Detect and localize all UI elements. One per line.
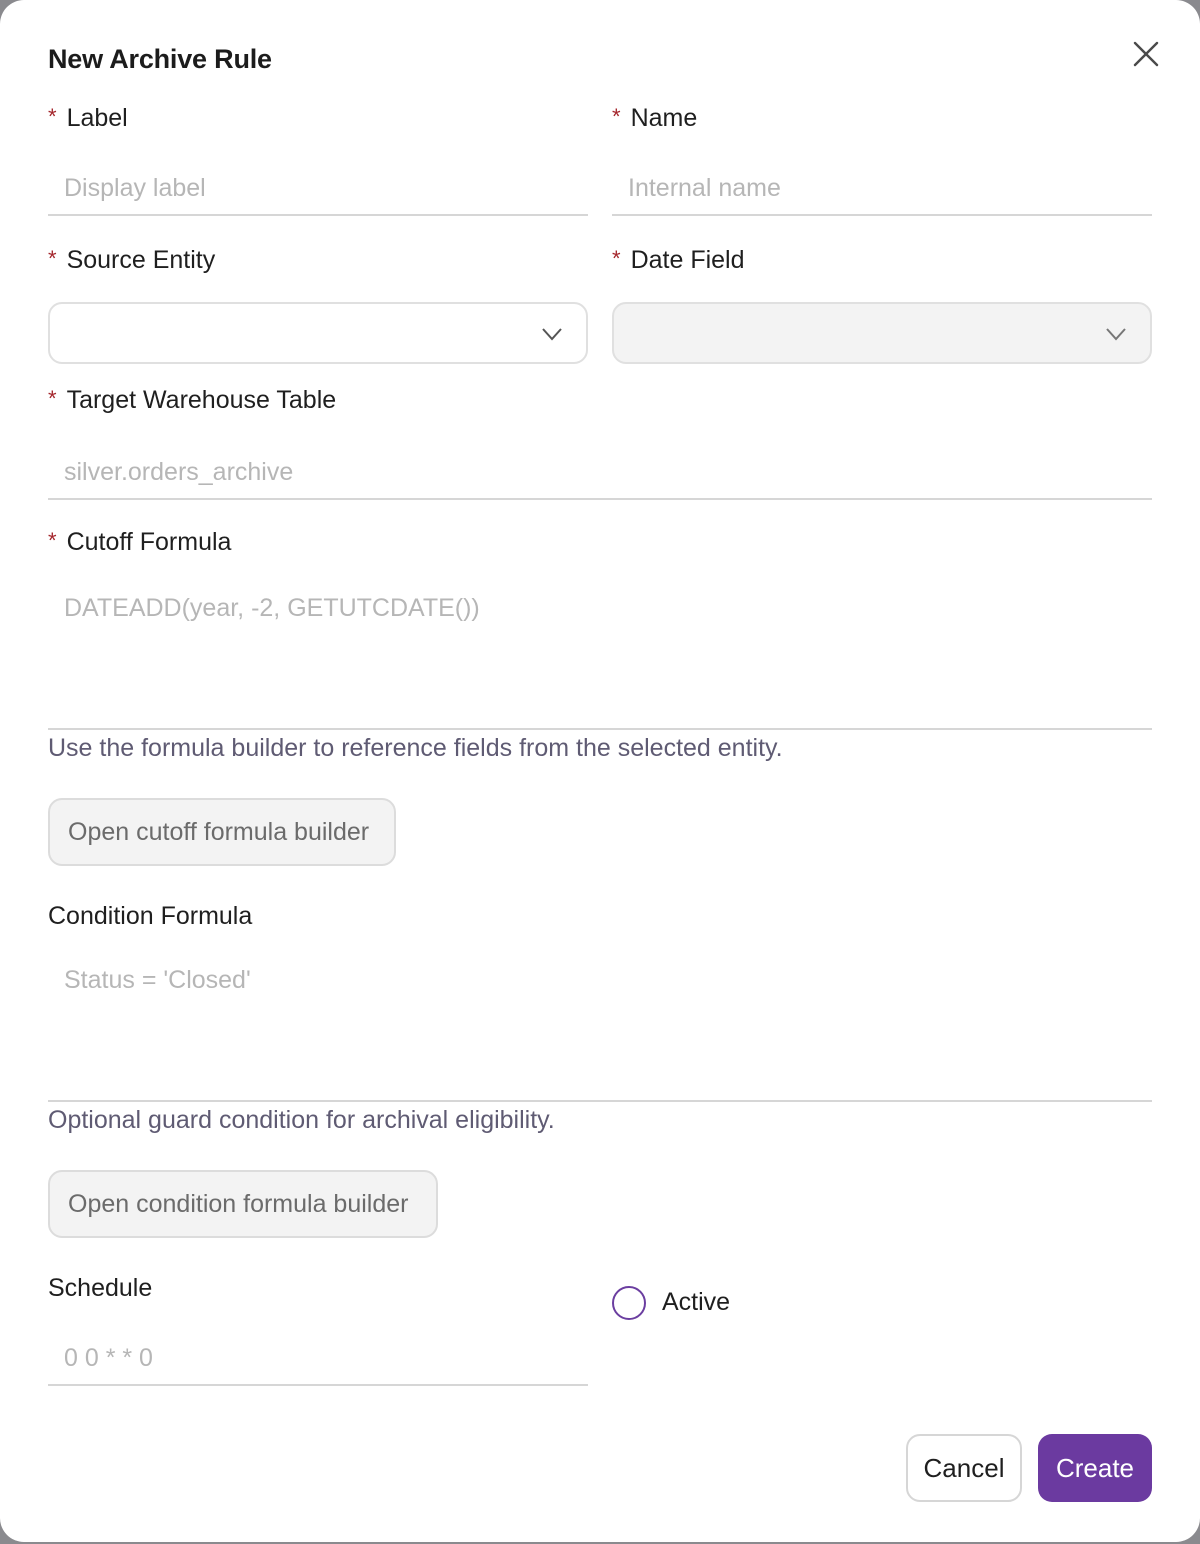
source-entity-select[interactable] xyxy=(48,302,588,364)
date-field-field-label: * Date Field xyxy=(612,246,745,274)
open-cutoff-formula-builder-button[interactable]: Open cutoff formula builder xyxy=(48,798,396,866)
required-marker: * xyxy=(48,528,57,553)
schedule-field-label: Schedule xyxy=(48,1274,153,1302)
name-input[interactable] xyxy=(612,162,1152,216)
active-checkbox[interactable] xyxy=(612,1286,646,1320)
required-marker: * xyxy=(48,104,57,129)
label-field-label: * Label xyxy=(48,104,128,132)
cutoff-formula-textarea[interactable] xyxy=(48,582,1152,730)
required-marker: * xyxy=(48,246,57,271)
cancel-button[interactable]: Cancel xyxy=(906,1434,1022,1502)
source-entity-field-label: * Source Entity xyxy=(48,246,216,274)
condition-formula-textarea[interactable] xyxy=(48,954,1152,1102)
condition-formula-hint: Optional guard condition for archival eligibility. xyxy=(48,1106,555,1134)
condition-formula-field-label: Condition Formula xyxy=(48,902,253,930)
target-table-field-label: * Target Warehouse Table xyxy=(48,386,337,414)
schedule-input[interactable] xyxy=(48,1332,588,1386)
chevron-down-icon xyxy=(1104,322,1128,346)
label-input[interactable] xyxy=(48,162,588,216)
date-field-select[interactable] xyxy=(612,302,1152,364)
required-marker: * xyxy=(48,386,57,411)
cutoff-formula-field-label: * Cutoff Formula xyxy=(48,528,232,556)
required-marker: * xyxy=(612,246,621,271)
dialog-title: New Archive Rule xyxy=(48,44,272,74)
target-table-input[interactable] xyxy=(48,446,1152,500)
active-label: Active xyxy=(662,1288,731,1316)
chevron-down-icon xyxy=(540,322,564,346)
name-field-label: * Name xyxy=(612,104,698,132)
create-button[interactable]: Create xyxy=(1038,1434,1152,1502)
open-condition-formula-builder-button[interactable]: Open condition formula builder xyxy=(48,1170,438,1238)
required-marker: * xyxy=(612,104,621,129)
cutoff-formula-hint: Use the formula builder to reference fields from the selected entity. xyxy=(48,734,783,762)
close-icon[interactable] xyxy=(1128,36,1164,72)
